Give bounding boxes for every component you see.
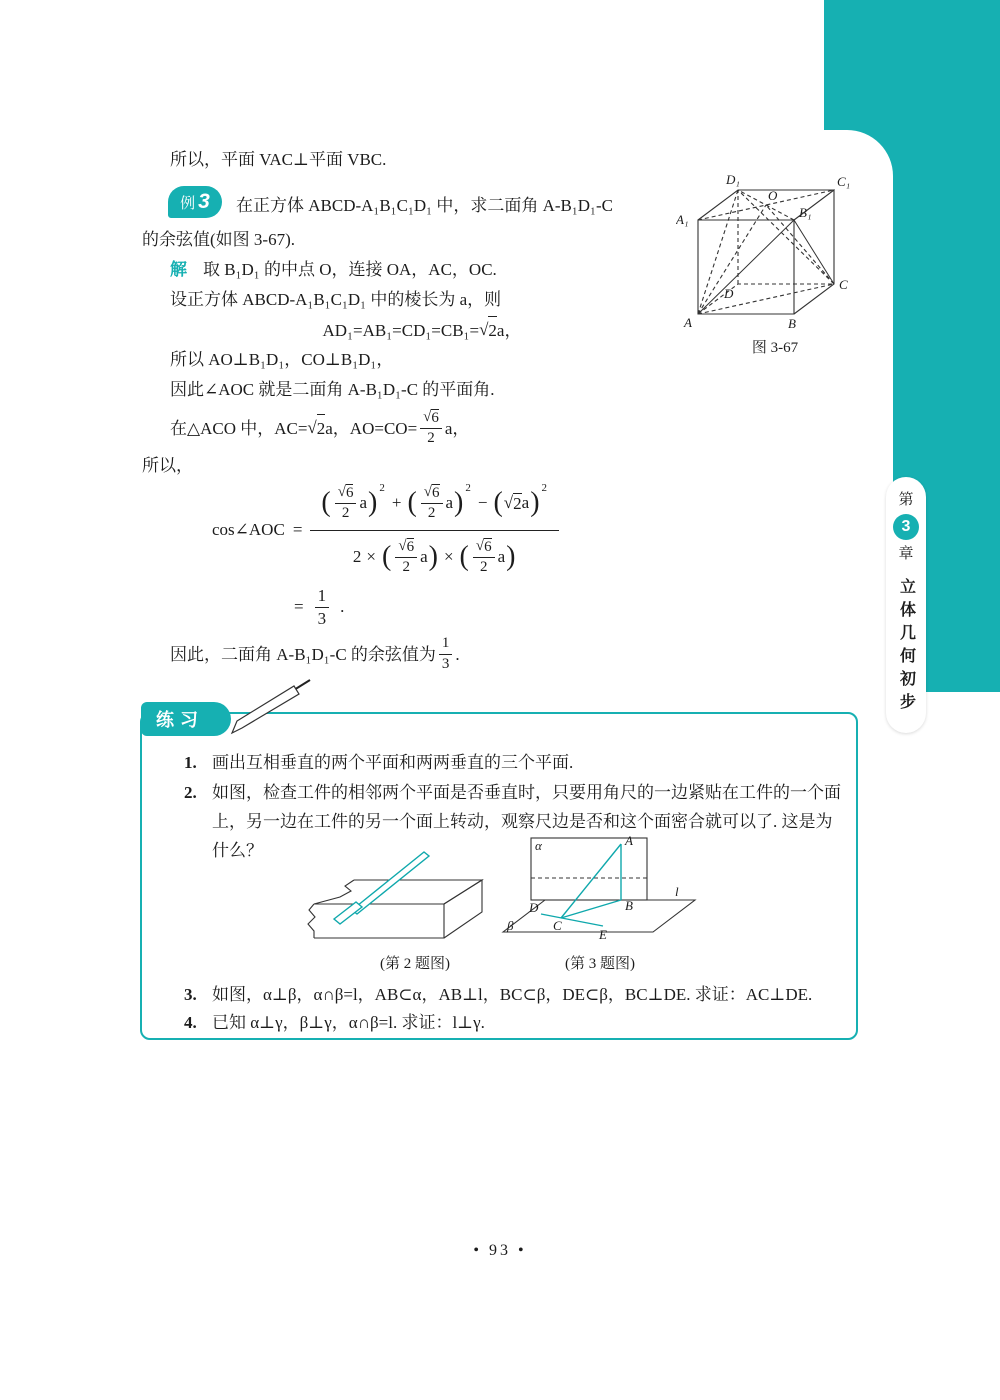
page-number: • 93 • (473, 1242, 527, 1259)
setup-line: 设正方体 ABCD-A₁B₁C₁D₁ 中的棱长为 a，则 (170, 290, 502, 309)
aco-tail: a， (444, 418, 470, 438)
example-3-badge (168, 186, 222, 218)
item-text: 已知 α⊥γ，β⊥γ，α∩β=l. 求证：l⊥γ. (212, 1013, 485, 1032)
workpiece-right-face (444, 880, 482, 938)
example-badge-number: 3 (198, 190, 210, 213)
item-text: 如图，α⊥β，α∩β=l，AB⊂α，AB⊥l，BC⊂β，DE⊂β，BC⊥DE. 求证：AC⊥DE. (212, 985, 813, 1004)
equation-tail: a， (496, 320, 522, 340)
radical-sign: √ (307, 418, 317, 437)
final-pre: 因此，二面角 A-B₁D₁-C 的余弦值为 (170, 644, 436, 664)
term-sqrt6-half-a: ( √ 6 2 a ) (407, 484, 464, 522)
exponent: 2 (465, 482, 471, 494)
fraction-one-third: $\frac{1}{3}$ (439, 635, 453, 673)
times-sign: × (366, 546, 377, 566)
item-number: 3. (184, 985, 197, 1004)
edge-equality-equation (142, 316, 702, 344)
formula-numerator (310, 484, 559, 531)
figure-3-67-cube (676, 168, 876, 333)
plus-sign: + (391, 493, 402, 513)
chapter-label-suffix: 章 (898, 546, 914, 562)
figure-problem3-caption: (第 3 题图) (565, 956, 635, 972)
workpiece-front-face (314, 904, 444, 938)
segment-de (541, 914, 603, 926)
equals-sign: = (294, 597, 304, 617)
segment-bc (561, 900, 621, 918)
chapter-title: 立体几何初步 (897, 578, 915, 716)
label-b: B (625, 898, 633, 913)
formula-main-fraction (310, 484, 559, 576)
workpiece-break-edge-top (314, 880, 354, 904)
segment-ac (561, 844, 621, 918)
formula-denominator (353, 531, 517, 577)
practice-item-1 (184, 748, 846, 777)
aco-pre: 在△ACO 中，AC= (170, 418, 308, 438)
dihedral-plane-angle-line: 因此∠AOC 就是二面角 A-B₁D₁-C 的平面角. (170, 380, 495, 399)
practice-item-4 (184, 1008, 848, 1037)
times-sign: × (443, 546, 454, 566)
figure-3-67-caption: 图 3-67 (751, 340, 799, 356)
chapter-number: 3 (901, 518, 911, 535)
item-number: 4. (184, 1013, 197, 1032)
term-sqrt6-half-a: ( √ 6 2 a ) (321, 484, 378, 522)
radicand: 2 (317, 414, 326, 442)
radicand: 6 (431, 409, 439, 426)
item-text: 画出互相垂直的两个平面和两两垂直的三个平面. (212, 753, 574, 772)
solution-line (170, 256, 497, 283)
solution-label: 解 (170, 260, 187, 279)
item-text: 如图，检查工件的相邻两个平面是否垂直时，只要用角尺的一边紧贴在工件的一个面上，另一边在工件的另一个面上转动，观察尺边是否和这个面密合就可以了. 这是为什么？ (212, 783, 841, 860)
triangle-aco-line (170, 406, 469, 450)
radical-sign: √ (423, 408, 432, 425)
vertex-label-c1: C₁ (837, 174, 851, 189)
figure-problem2-workpiece (296, 840, 531, 950)
radical-sign: √ (479, 320, 489, 339)
exponent: 2 (541, 482, 548, 494)
formula-result (294, 586, 344, 628)
example-badge-char: 例 (180, 194, 196, 212)
term-sqrt2-a: ( √ 2 a ) (493, 487, 540, 519)
formula-lhs (212, 520, 302, 540)
chapter-label-prefix: 第 (898, 492, 914, 508)
try-square-blade (352, 852, 429, 914)
denominator: 2 (427, 430, 435, 446)
label-a: A (625, 833, 633, 848)
example-statement-line1: 在正方体 ABCD-A₁B₁C₁D₁ 中，求二面角 A-B₁D₁-C (236, 196, 613, 215)
coefficient-2: 2 (352, 546, 362, 566)
label-c: C (553, 918, 562, 933)
final-conclusion-line (170, 634, 460, 674)
aco-mid: a，AO=CO= (325, 418, 418, 438)
cos-angle-aoc: cos∠AOC (212, 520, 285, 539)
sqrt2 (307, 414, 325, 442)
workpiece-top-face (314, 880, 482, 904)
vertex-label-c: C (839, 277, 848, 292)
label-e: E (599, 927, 607, 942)
equals-sign: = (292, 520, 303, 539)
vertex-label-d1: D₁ (726, 172, 740, 187)
practice-tab: 练习 (141, 702, 231, 736)
vertex-label-o: O (768, 188, 778, 203)
label-beta: β (507, 918, 514, 933)
fraction-one-third: $\frac{1}{3}$ (315, 586, 330, 628)
workpiece-break-edge-front (308, 904, 315, 938)
vertex-label-a: A (684, 315, 692, 330)
equation-prefix: AD₁=AB₁=CD₁=CB₁= (322, 320, 480, 340)
perpendicular-line: 所以 AO⊥B₁D₁，CO⊥B₁D₁， (170, 350, 394, 369)
term-sqrt6-half-a: ( √ 6 2 a ) (382, 537, 438, 575)
label-alpha: α (535, 838, 542, 853)
conclusion-vac-vbc: 所以，平面 VAC⊥平面 VBC. (170, 150, 387, 169)
final-period: . (455, 644, 460, 664)
minus-sign: − (477, 493, 488, 513)
figure-problem3-planes (497, 830, 702, 950)
figure-problem2-caption: (第 2 题图) (380, 956, 450, 972)
pencil-icon (196, 676, 316, 738)
sqrt2 (479, 316, 497, 344)
example-statement-line2: 的余弦值(如图 3-67). (142, 230, 295, 249)
vertex-label-b: B (788, 316, 796, 331)
label-d: D (529, 900, 539, 915)
chapter-side-tab (886, 477, 926, 733)
therefore-line: 所以， (142, 456, 193, 475)
item-number: 2. (184, 783, 197, 802)
chapter-number-badge (893, 514, 919, 540)
vertex-label-d: D (724, 286, 734, 301)
label-l: l (675, 884, 679, 899)
item-number: 1. (184, 753, 197, 772)
cosine-formula (212, 484, 559, 576)
vertex-label-a1: A₁ (676, 212, 689, 227)
term-sqrt6-half-a: ( √ 6 2 a ) (459, 537, 516, 575)
fraction-sqrt6-over-2 (420, 409, 442, 448)
radicand: 2 (488, 316, 497, 344)
example-3-row (168, 186, 613, 218)
solution-text: 取 B₁D₁ 的中点 O，连接 OA，AC，OC. (203, 260, 497, 279)
practice-item-3 (184, 980, 848, 1009)
vertex-label-b1: B₁ (799, 205, 812, 220)
period: . (340, 597, 345, 617)
exponent: 2 (379, 482, 385, 494)
